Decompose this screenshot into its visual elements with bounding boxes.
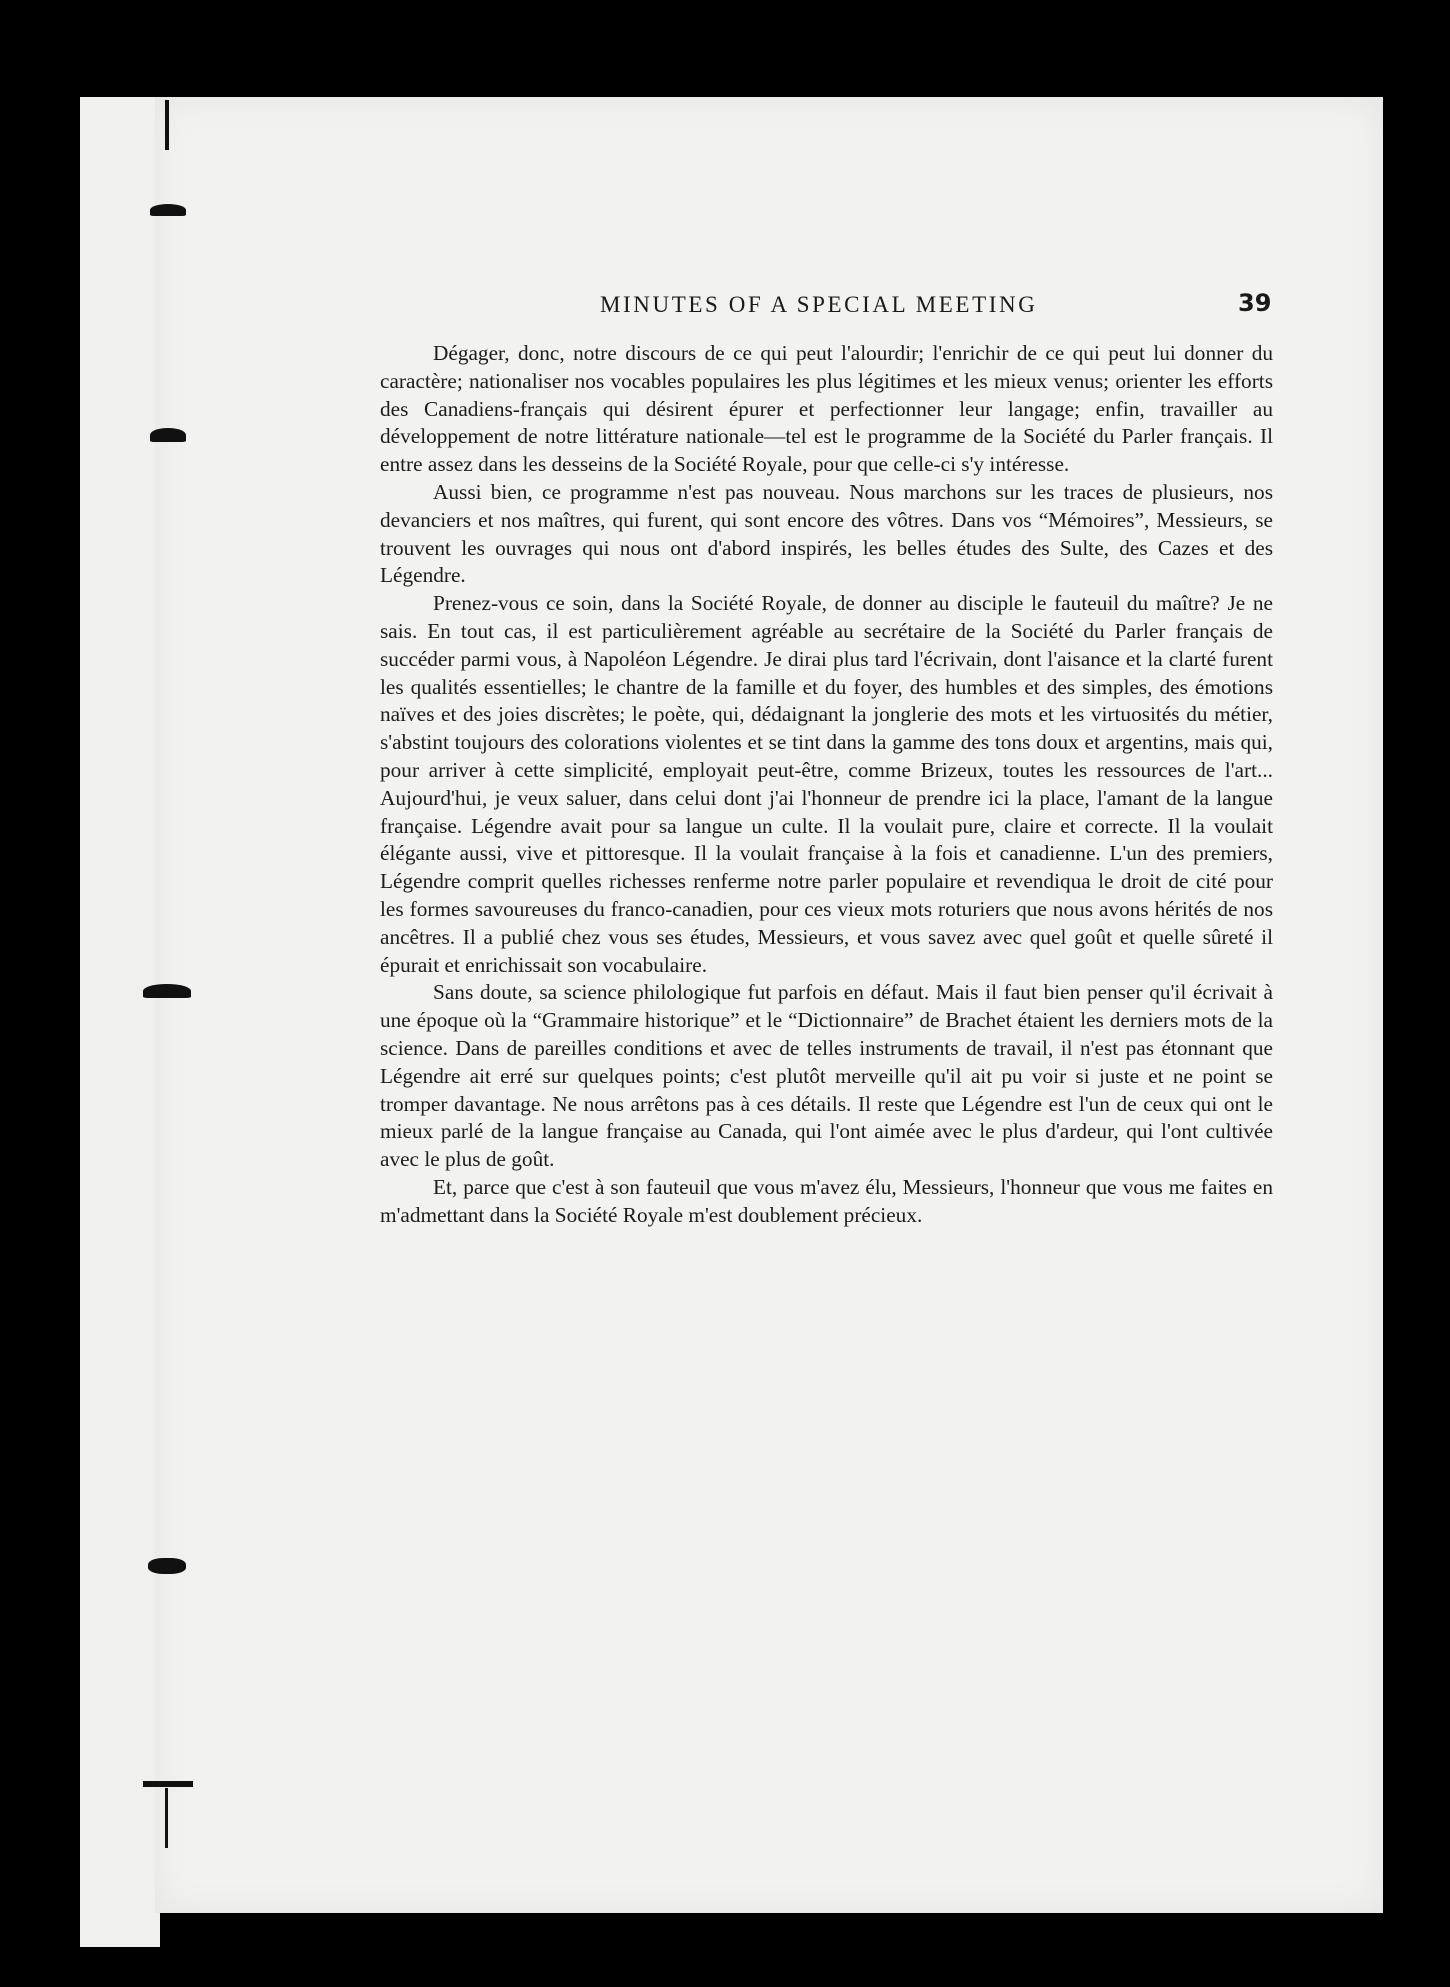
paragraph: Dégager, donc, notre discours de ce qui peut l'alourdir; l'enrichir de ce qui peut lui donner du caractère; nationaliser nos vocables populaires les plus légitimes et les mieux venus; orienter les efforts des Canadiens-français qui désirent épurer et perfectionner leur langage; enfin, travailler au développement de notre littérature nationale—tel est le programme de la Société du Parler français. Il entre assez dans les desseins de la Société Royale, pour que celle-ci s'y intéresse. xyxy=(380,341,1273,477)
paragraph: Aussi bien, ce programme n'est pas nouveau. Nous marchons sur les traces de plusieurs, nos devanciers et nos maîtres, qui furent, qui sont encore des vôtres. Dans vos “Mémoires”, Messieurs, se trouvent les ouvrages qui nous ont d'abord inspirés, les belles études des Sulte, des Cazes et des Légendre. xyxy=(380,479,1273,588)
binding-mark xyxy=(143,1781,193,1787)
body-text xyxy=(380,340,1273,1230)
page-number: 39 xyxy=(1238,289,1272,317)
binding-mark xyxy=(150,428,186,442)
paragraph: Prenez-vous ce soin, dans la Société Royale, de donner au disciple le fauteuil du maître? Je ne sais. En tout cas, il est particulièrement agréable au secrétaire de la Société du Parler français de succéder parmi vous, à Napoléon Légendre. Je dirai plus tard l'écrivain, dont l'aisance et la clarté furent les qualités essentielles; le chantre de la famille et du foyer, des humbles et des simples, des émotions naïves et des joies discrètes; le poète, qui, dédaignant la jonglerie des mots et les virtuosités du métier, s'abstint toujours des colorations violentes et se tint dans la gamme des tons doux et argentins, mais qui, pour arriver à cette simplicité, employait peut-être, comme Brizeux, toutes les ressources de l'art... Aujourd'hui, je veux saluer, dans celui dont j'ai l'honneur de prendre ici la place, l'amant de la langue française. Légendre avait pour sa langue un culte. Il la voulait pure, claire et correcte. Il la voulait élégante aussi, vive et pittoresque. Il la voulait française à la fois et canadienne. L'un des premiers, Légendre comprit quelles richesses renferme notre parler populaire et revendiqua le droit de cité pour les formes savoureuses du franco-canadien, pour ces vieux mots roturiers que nous avons hérités de nos ancêtres. Il a publié chez vous ses études, Messieurs, et vous savez avec quel goût et quelle sûreté il épurait et enrichissait son vocabulaire. xyxy=(380,591,1273,977)
binding-mark xyxy=(165,100,169,150)
binding-mark xyxy=(148,1558,186,1574)
binding-mark xyxy=(150,204,186,216)
paragraph: Sans doute, sa science philologique fut parfois en défaut. Mais il faut bien penser qu'il écrivait à une époque où la “Grammaire historique” et le “Dictionnaire” de Brachet étaient les derniers mots de la science. Dans de pareilles conditions et avec de telles instruments de travail, il n'est pas étonnant que Légendre ait erré sur quelques points; c'est plutôt merveille qu'il ait pu voir si juste et ne point se tromper davantage. Ne nous arrêtons pas à ces détails. Il reste que Légendre est l'un de ceux qui ont le mieux parlé de la langue française au Canada, qui l'ont aimée avec le plus d'ardeur, qui l'ont cultivée avec le plus de goût. xyxy=(380,980,1273,1172)
running-title: MINUTES OF A SPECIAL MEETING xyxy=(600,292,1038,317)
binding-mark xyxy=(143,984,191,998)
binding-mark xyxy=(165,1788,168,1848)
paragraph: Et, parce que c'est à son fauteuil que vous m'avez élu, Messieurs, l'honneur que vous me faites en m'admettant dans la Société Royale m'est doublement précieux. xyxy=(380,1174,1273,1227)
facing-page-edge xyxy=(80,97,160,1947)
